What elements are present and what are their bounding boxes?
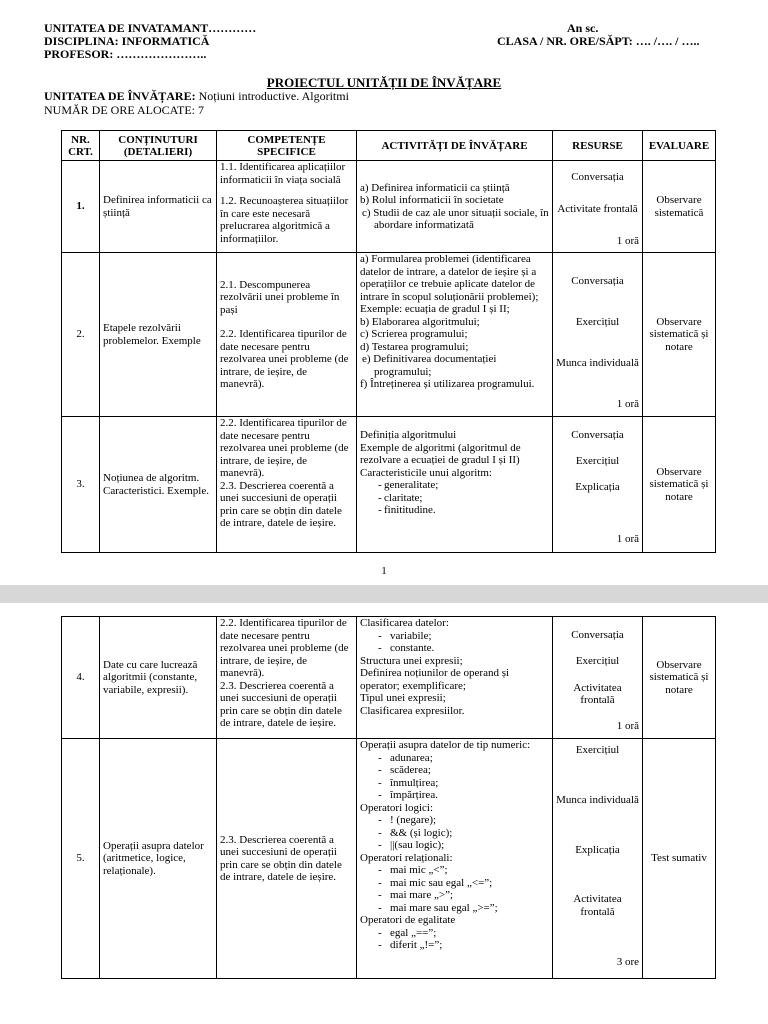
activity-item: a) Formularea problemei (identificarea datelor de intrare, a datelor de ieșire și a operațiilor ce trebuie aplicate datelor de intrare în scopul soluționării problemei); (360, 253, 539, 303)
activity-item: Clasificarea expresiilor. (360, 704, 465, 717)
row-resources (553, 417, 643, 553)
resource-item: Exercițiul (575, 455, 620, 467)
row-resources (553, 161, 643, 253)
learning-unit-label: UNITATEA DE ÎNVĂȚARE: (44, 89, 196, 103)
activity-item: Tipul unei expresii; (360, 692, 446, 704)
activity-item: - diferit „!=”; (360, 939, 549, 952)
activity-item: - variabile; (360, 630, 549, 643)
row-content: Operații asupra datelor (aritmetice, logice, relaționale). (100, 739, 217, 979)
activity-item: b) Rolul informaticii în societate (360, 194, 504, 206)
activity-item: Operatori logici: (360, 801, 434, 814)
hours-count: 1 oră (616, 234, 639, 247)
activity-item: d) Testarea programului; (360, 340, 469, 353)
activity-item: f) Întreținerea și utilizarea programului. (360, 378, 535, 390)
activity-item: - mai mare „>”; (360, 889, 549, 902)
resource-item: Munca individuală (556, 357, 639, 370)
table-row (62, 161, 716, 253)
competence-item: 1.2. Recunoașterea situațiilor în care este necesară prelucrarea algoritmică a informațiilor. (220, 195, 349, 245)
row-activities (357, 739, 553, 979)
competence-item: 2.1. Descompunerea rezolvării unei probleme în pași (220, 278, 340, 316)
activity-item: - mai mare sau egal „>=”; (360, 902, 549, 915)
row-content: Noțiunea de algoritm. Caracteristici. Exemple. (100, 417, 217, 553)
competence-item: 2.3. Descrierea coerentă a unei succesiuni de operații prin care se obțin din datele de intrare, datele de ieșire. (220, 479, 342, 529)
activity-item: c) Studii de caz ale unor situații sociale, în abordare informatizată (362, 206, 549, 231)
col-evaluation: EVALUARE (643, 131, 716, 161)
activity-item: - împărțirea. (360, 789, 549, 802)
row-evaluation: Observare sistematică și notare (643, 617, 716, 739)
row-activities (357, 161, 553, 253)
activity-item: - adunarea; (360, 752, 549, 765)
row-evaluation: Observare sistematică și notare (643, 253, 716, 417)
hours-count: 1 oră (616, 720, 639, 733)
row-competences (217, 417, 357, 553)
activity-item: Definiția algoritmului (360, 429, 457, 441)
activity-item: - generalitate; (360, 479, 549, 492)
activity-item: - înmulțirea; (360, 777, 549, 790)
activity-item: Structura unei expresii; (360, 654, 463, 667)
row-activities (357, 253, 553, 417)
allocated-hours: NUMĂR DE ORE ALOCATE: 7 (44, 103, 205, 117)
competence-item: 2.3. Descrierea coerentă a unei succesiuni de operații prin care se obțin din datele de intrare, datele de ieșire. (220, 679, 342, 729)
col-content: CONȚINUTURI (DETALIERI) (100, 131, 217, 161)
unit-table-page2 (61, 616, 716, 979)
resource-item: Explicația (575, 843, 620, 856)
competence-item: 1.1. Identificarea aplicațiilor informaticii în viața socială (220, 161, 346, 186)
row-content: Etapele rezolvării problemelor. Exemple (100, 253, 217, 417)
row-content: Definirea informaticii ca știință (100, 161, 217, 253)
school-field: UNITATEA DE INVATAMANT………… (44, 21, 257, 35)
unit-table-page1 (61, 130, 716, 553)
resource-item: Exercițiul (575, 744, 620, 756)
row-content: Date cu care lucrează algoritmii (constante, variabile, expresii). (100, 617, 217, 739)
learning-unit-line (44, 89, 349, 103)
row-number: 5. (62, 739, 100, 979)
activity-item: - ||(sau logic); (360, 839, 549, 852)
table-header-row (62, 131, 716, 161)
resource-item: Activitatea frontală (573, 681, 622, 707)
resource-item: Exercițiul (575, 655, 620, 668)
hours-count: 3 ore (616, 955, 639, 968)
col-activities: ACTIVITĂȚI DE ÎNVĂȚARE (357, 131, 553, 161)
activity-item: a) Definirea informaticii ca știință (360, 181, 510, 194)
document-title: PROIECTUL UNITĂȚII DE ÎNVĂȚARE (266, 75, 502, 90)
activity-item: Caracteristicile unui algoritm: (360, 466, 492, 479)
row-competences (217, 617, 357, 739)
activity-item: Clasificarea datelor: (360, 617, 449, 629)
page-gap (0, 585, 768, 603)
resource-item: Conversația (571, 275, 624, 287)
activity-item: Exemple: ecuația de gradul I și II; (360, 303, 510, 315)
activity-item: e) Definitivarea documentației programului; (362, 353, 497, 378)
hours-count: 1 oră (616, 398, 639, 411)
hours-count: 1 oră (616, 532, 639, 545)
row-number: 3. (62, 417, 100, 553)
resource-item: Conversația (571, 629, 624, 641)
activity-item: - mai mic „<”; (360, 864, 549, 877)
row-resources (553, 617, 643, 739)
activity-item: Operații asupra datelor de tip numeric: (360, 739, 531, 751)
col-nr: NR. CRT. (62, 131, 100, 161)
row-competences (217, 253, 357, 417)
resource-item: Activitatea frontală (573, 893, 622, 918)
row-number: 1. (62, 161, 100, 253)
row-competences: 2.3. Descrierea coerentă a unei succesiuni de operații prin care se obțin din datele de intrare, datele de ieșire. (217, 739, 357, 979)
activity-item: - claritate; (360, 492, 549, 505)
activity-item: c) Scrierea programului; (360, 328, 468, 340)
resource-item: Conversația (571, 171, 624, 183)
row-activities (357, 417, 553, 553)
activity-item: b) Elaborarea algoritmului; (360, 315, 480, 328)
resource-item: Explicația (575, 481, 620, 493)
class-hours-field: CLASA / NR. ORE/SĂPT: …. /…. / ….. (497, 34, 700, 48)
resource-item: Exercițiul (575, 316, 620, 329)
table-row (62, 617, 716, 739)
competence-item: 2.2. Identificarea tipurilor de date necesare pentru rezolvarea unei probleme (de intrare, de ieșire, de manevră). (220, 617, 349, 679)
competence-item: 2.2. Identificarea tipurilor de date necesare pentru rezolvarea unei probleme (de intrare, de ieșire, de manevră). (220, 417, 349, 479)
row-number: 4. (62, 617, 100, 739)
activity-item: Operatori de egalitate (360, 914, 456, 926)
row-resources (553, 253, 643, 417)
table-row (62, 253, 716, 417)
activity-item: - scăderea; (360, 764, 549, 777)
col-resources: RESURSE (553, 131, 643, 161)
activity-item: - constante. (360, 642, 549, 655)
resource-item: Conversația (571, 429, 624, 441)
row-evaluation: Observare sistematică (643, 161, 716, 253)
competence-item: 2.2. Identificarea tipurilor de date necesare pentru rezolvarea unei probleme (de intrare, de ieșire, de manevră). (220, 328, 349, 390)
learning-unit-value: Noțiuni introductive. Algoritmi (195, 89, 349, 103)
activity-item: - egal „==”; (360, 927, 549, 940)
row-resources (553, 739, 643, 979)
table-row (62, 417, 716, 553)
table-row (62, 739, 716, 979)
discipline-field: DISCIPLINA: INFORMATICĂ (44, 34, 210, 48)
row-competences (217, 161, 357, 253)
row-evaluation: Observare sistematică și notare (643, 417, 716, 553)
col-competences: COMPETENȚE SPECIFICE (217, 131, 357, 161)
activity-item: Definirea noțiunilor de operand și operator; exemplificare; (360, 667, 510, 692)
activity-item: - && (și logic); (360, 827, 549, 840)
resource-item: Activitate frontală (557, 202, 638, 215)
activity-item: - ! (negare); (360, 814, 549, 827)
row-activities (357, 617, 553, 739)
row-number: 2. (62, 253, 100, 417)
teacher-field: PROFESOR: ………………….. (44, 47, 207, 61)
school-year-field: An sc. (567, 21, 599, 35)
page-number: 1 (381, 565, 387, 577)
activity-item: Exemple de algoritmi (algoritmul de rezolvare a ecuației de gradul I și II) (360, 441, 521, 466)
activity-item: - mai mic sau egal „<=”; (360, 877, 549, 890)
resource-item: Munca individuală (556, 793, 639, 806)
row-evaluation: Test sumativ (643, 739, 716, 979)
activity-item: Operatori relaționali: (360, 851, 453, 864)
activity-item: - finititudine. (360, 504, 549, 517)
